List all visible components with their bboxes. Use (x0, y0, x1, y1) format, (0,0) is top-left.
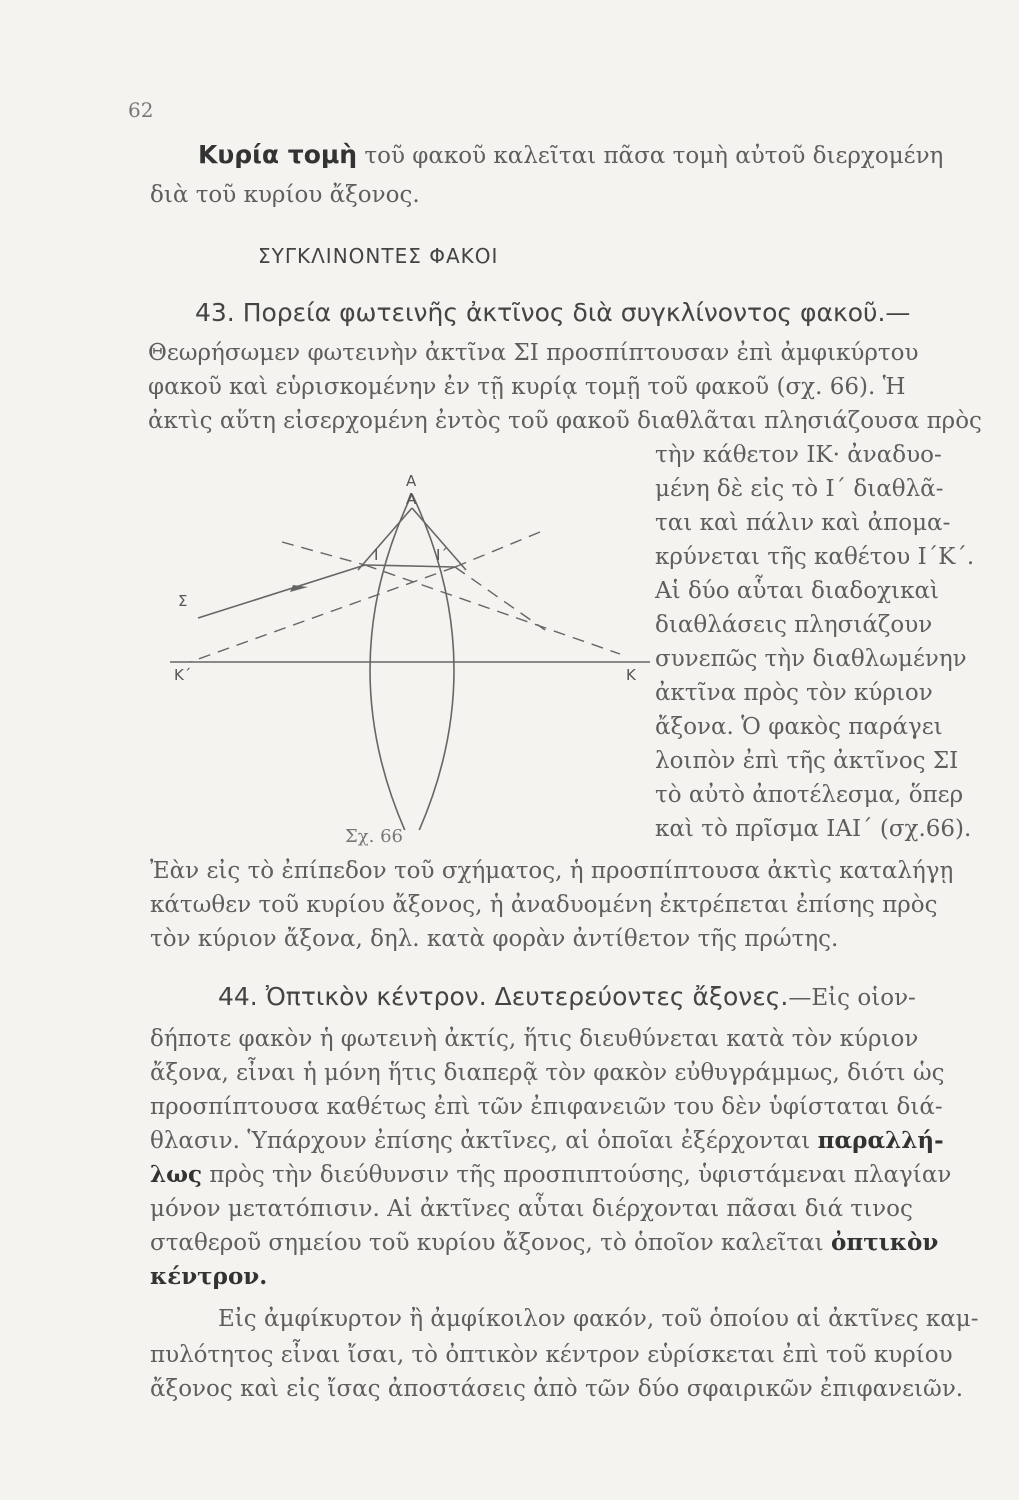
normal-left-upper (282, 542, 365, 565)
sec44-line-4 (150, 1126, 944, 1156)
normal-right-lower (190, 567, 455, 662)
prism-face-left (358, 508, 412, 570)
sec44-line-3: προσπίπτουσα καθέτως ἐπὶ τῶν ἐπιφανειῶν του δὲν ὑφίσταται διά- (150, 1094, 943, 1120)
label-k-prime: K΄ (174, 666, 192, 684)
sec44-line-1: δήποτε φακὸν ἡ φωτεινὴ ἀκτίς, ἥτις διευθύνεται κατὰ τὸν κύριον (150, 1026, 919, 1052)
sec44-line-5-rest: πρὸς τὴν διεύθυνσιν τῆς προσπιπτούσης, ὑφιστάμεναι πλαγίαν (202, 1162, 952, 1188)
sec43-after-1: Ἐὰν εἰς τὸ ἐπίπεδον τοῦ σχήματος, ἡ προσπίπτουσα ἀκτὶς καταλήγῃ (150, 858, 954, 884)
figure-caption: Σχ. 66 (345, 826, 403, 847)
sec43-side-10: λοιπὸν ἐπὶ τῆς ἀκτῖνος ΣΙ (655, 748, 959, 774)
intro-term: Κυρία τομὴ (198, 140, 358, 169)
emergent-ray (455, 567, 545, 630)
label-k: K (626, 666, 636, 684)
sec44-heading: 44. Ὀπτικὸν κέντρον. Δευτερεύοντες ἄξονες. (218, 982, 789, 1011)
sec43-side-3: ται καὶ πάλιν καὶ ἀπομα- (655, 510, 951, 536)
sec43-side-7: συνεπῶς τὴν διαθλωμένην (655, 646, 967, 672)
sec44-bold-center-1: ὀπτικὸν (831, 1229, 939, 1256)
arrow-head-icon (290, 585, 308, 592)
sec43-line-1: Θεωρήσωμεν φωτεινὴν ἀκτῖνα ΣΙ προσπίπτουσαν ἐπὶ ἀμφικύρτου (148, 340, 919, 366)
sec44-bold-parallel-1: παραλλή- (817, 1127, 944, 1154)
sec43-side-4: κρύνεται τῆς καθέτου Ι΄Κ΄. (655, 544, 975, 570)
sec44-line-6: μόνον μετατόπισιν. Αἱ ἀκτῖνες αὗται διέρχονται πᾶσαι διά τινος (150, 1196, 913, 1222)
sec44-line-2: ἄξονα, εἶναι ἡ μόνη ἥτις διαπερᾷ τὸν φακὸν εὐθυγράμμως, διότι ὡς (150, 1060, 945, 1086)
sec44-para2-2: πυλότητος εἶναι ἴσαι, τὸ ὀπτικὸν κέντρον εὑρίσκεται ἐπὶ τοῦ κυρίου (150, 1342, 953, 1368)
incident-ray (198, 565, 365, 618)
sec44-line-8 (150, 1262, 267, 1292)
label-a: A (406, 490, 417, 508)
sec43-heading: 43. Πορεία φωτεινῆς ἀκτῖνος διὰ συγκλίνοντος φακοῦ.— (195, 298, 911, 327)
sec44-heading-rest: —Εἰς οἱον- (788, 985, 916, 1011)
label-i-prime: I΄ (436, 546, 448, 564)
sec43-line-3: ἀκτὶς αὕτη εἰσερχομένη ἐντὸς τοῦ φακοῦ διαθλᾶται πλησιάζουσα πρὸς (148, 408, 982, 434)
sec43-side-11: τὸ αὐτὸ ἀποτέλεσμα, ὅπερ (655, 782, 964, 808)
normal-right-upper (455, 532, 540, 567)
intro-line-2: διὰ τοῦ κυρίου ἄξονος. (150, 182, 420, 208)
sec44-bold-parallel-2: λως (150, 1161, 203, 1188)
sec43-side-2: μένη δὲ εἰς τὸ Ι΄ διαθλᾶ- (655, 476, 944, 502)
sec44-line-5 (150, 1160, 951, 1190)
sec44-para2-3: ἄξονος καὶ εἰς ἴσας ἀποστάσεις ἀπὸ τῶν δύο σφαιρικῶν ἐπιφανειῶν. (150, 1376, 964, 1402)
label-sigma: Σ (178, 592, 188, 610)
sec44-line-7 (150, 1228, 938, 1258)
sec43-side-1: τὴν κάθετον ΙΚ· ἀναδυο- (655, 442, 942, 468)
sec43-line-2: φακοῦ καὶ εὑρισκομένην ἐν τῇ κυρίᾳ τομῇ τοῦ φακοῦ (σχ. 66). Ἡ (148, 374, 906, 400)
lens-diagram (150, 470, 650, 830)
sec44-para2-1: Εἰς ἀμφίκυρτον ἢ ἀμφίκοιλον φακόν, τοῦ ὁποίου αἱ ἀκτῖνες καμ- (218, 1306, 979, 1332)
intro-line-1-rest: τοῦ φακοῦ καλεῖται πᾶσα τομὴ αὐτοῦ διερχομένη (357, 143, 944, 169)
page-number: 62 (128, 98, 154, 122)
sec43-side-5: Αἱ δύο αὗται διαδοχικαὶ (655, 578, 939, 604)
sec43-side-9: ἄξονα. Ὁ φακὸς παράγει (655, 714, 943, 740)
internal-ray (365, 565, 455, 567)
sec43-after-3: τὸν κύριον ἄξονα, δηλ. κατὰ φορὰν ἀντίθετον τῆς πρώτης. (150, 926, 839, 952)
sec43-side-6: διαθλάσεις πλησιάζουν (655, 612, 933, 638)
sec44-line-7-start: σταθεροῦ σημείου τοῦ κυρίου ἄξονος, τὸ ὁποῖον καλεῖται (150, 1230, 832, 1256)
label-i: I (374, 546, 379, 564)
sec43-side-8: ἀκτῖνα πρὸς τὸν κύριον (655, 680, 933, 706)
intro-line-1 (198, 140, 943, 171)
normal-left-lower (365, 565, 620, 654)
sec43-after-2: κάτωθεν τοῦ κυρίου ἄξονος, ἡ ἀναδυομένη ἐκτρέπεται ἐπίσης πρὸς (150, 892, 938, 918)
sec44-bold-center-2: κέντρον. (150, 1263, 268, 1290)
label-a-top: A (406, 472, 417, 490)
sec43-side-12: καὶ τὸ πρῖσμα ΙΑΙ΄ (σχ.66). (655, 816, 972, 842)
section-title: ΣΥΓΚΛΙΝΟΝΤΕΣ ΦΑΚΟΙ (258, 244, 499, 268)
sec44-line-4-text: θλασιν. Ὑπάρχουν ἐπίσης ἀκτῖνες, αἱ ὁποῖαι ἐξέρχονται (150, 1128, 811, 1154)
sec44-heading-line (218, 982, 916, 1013)
